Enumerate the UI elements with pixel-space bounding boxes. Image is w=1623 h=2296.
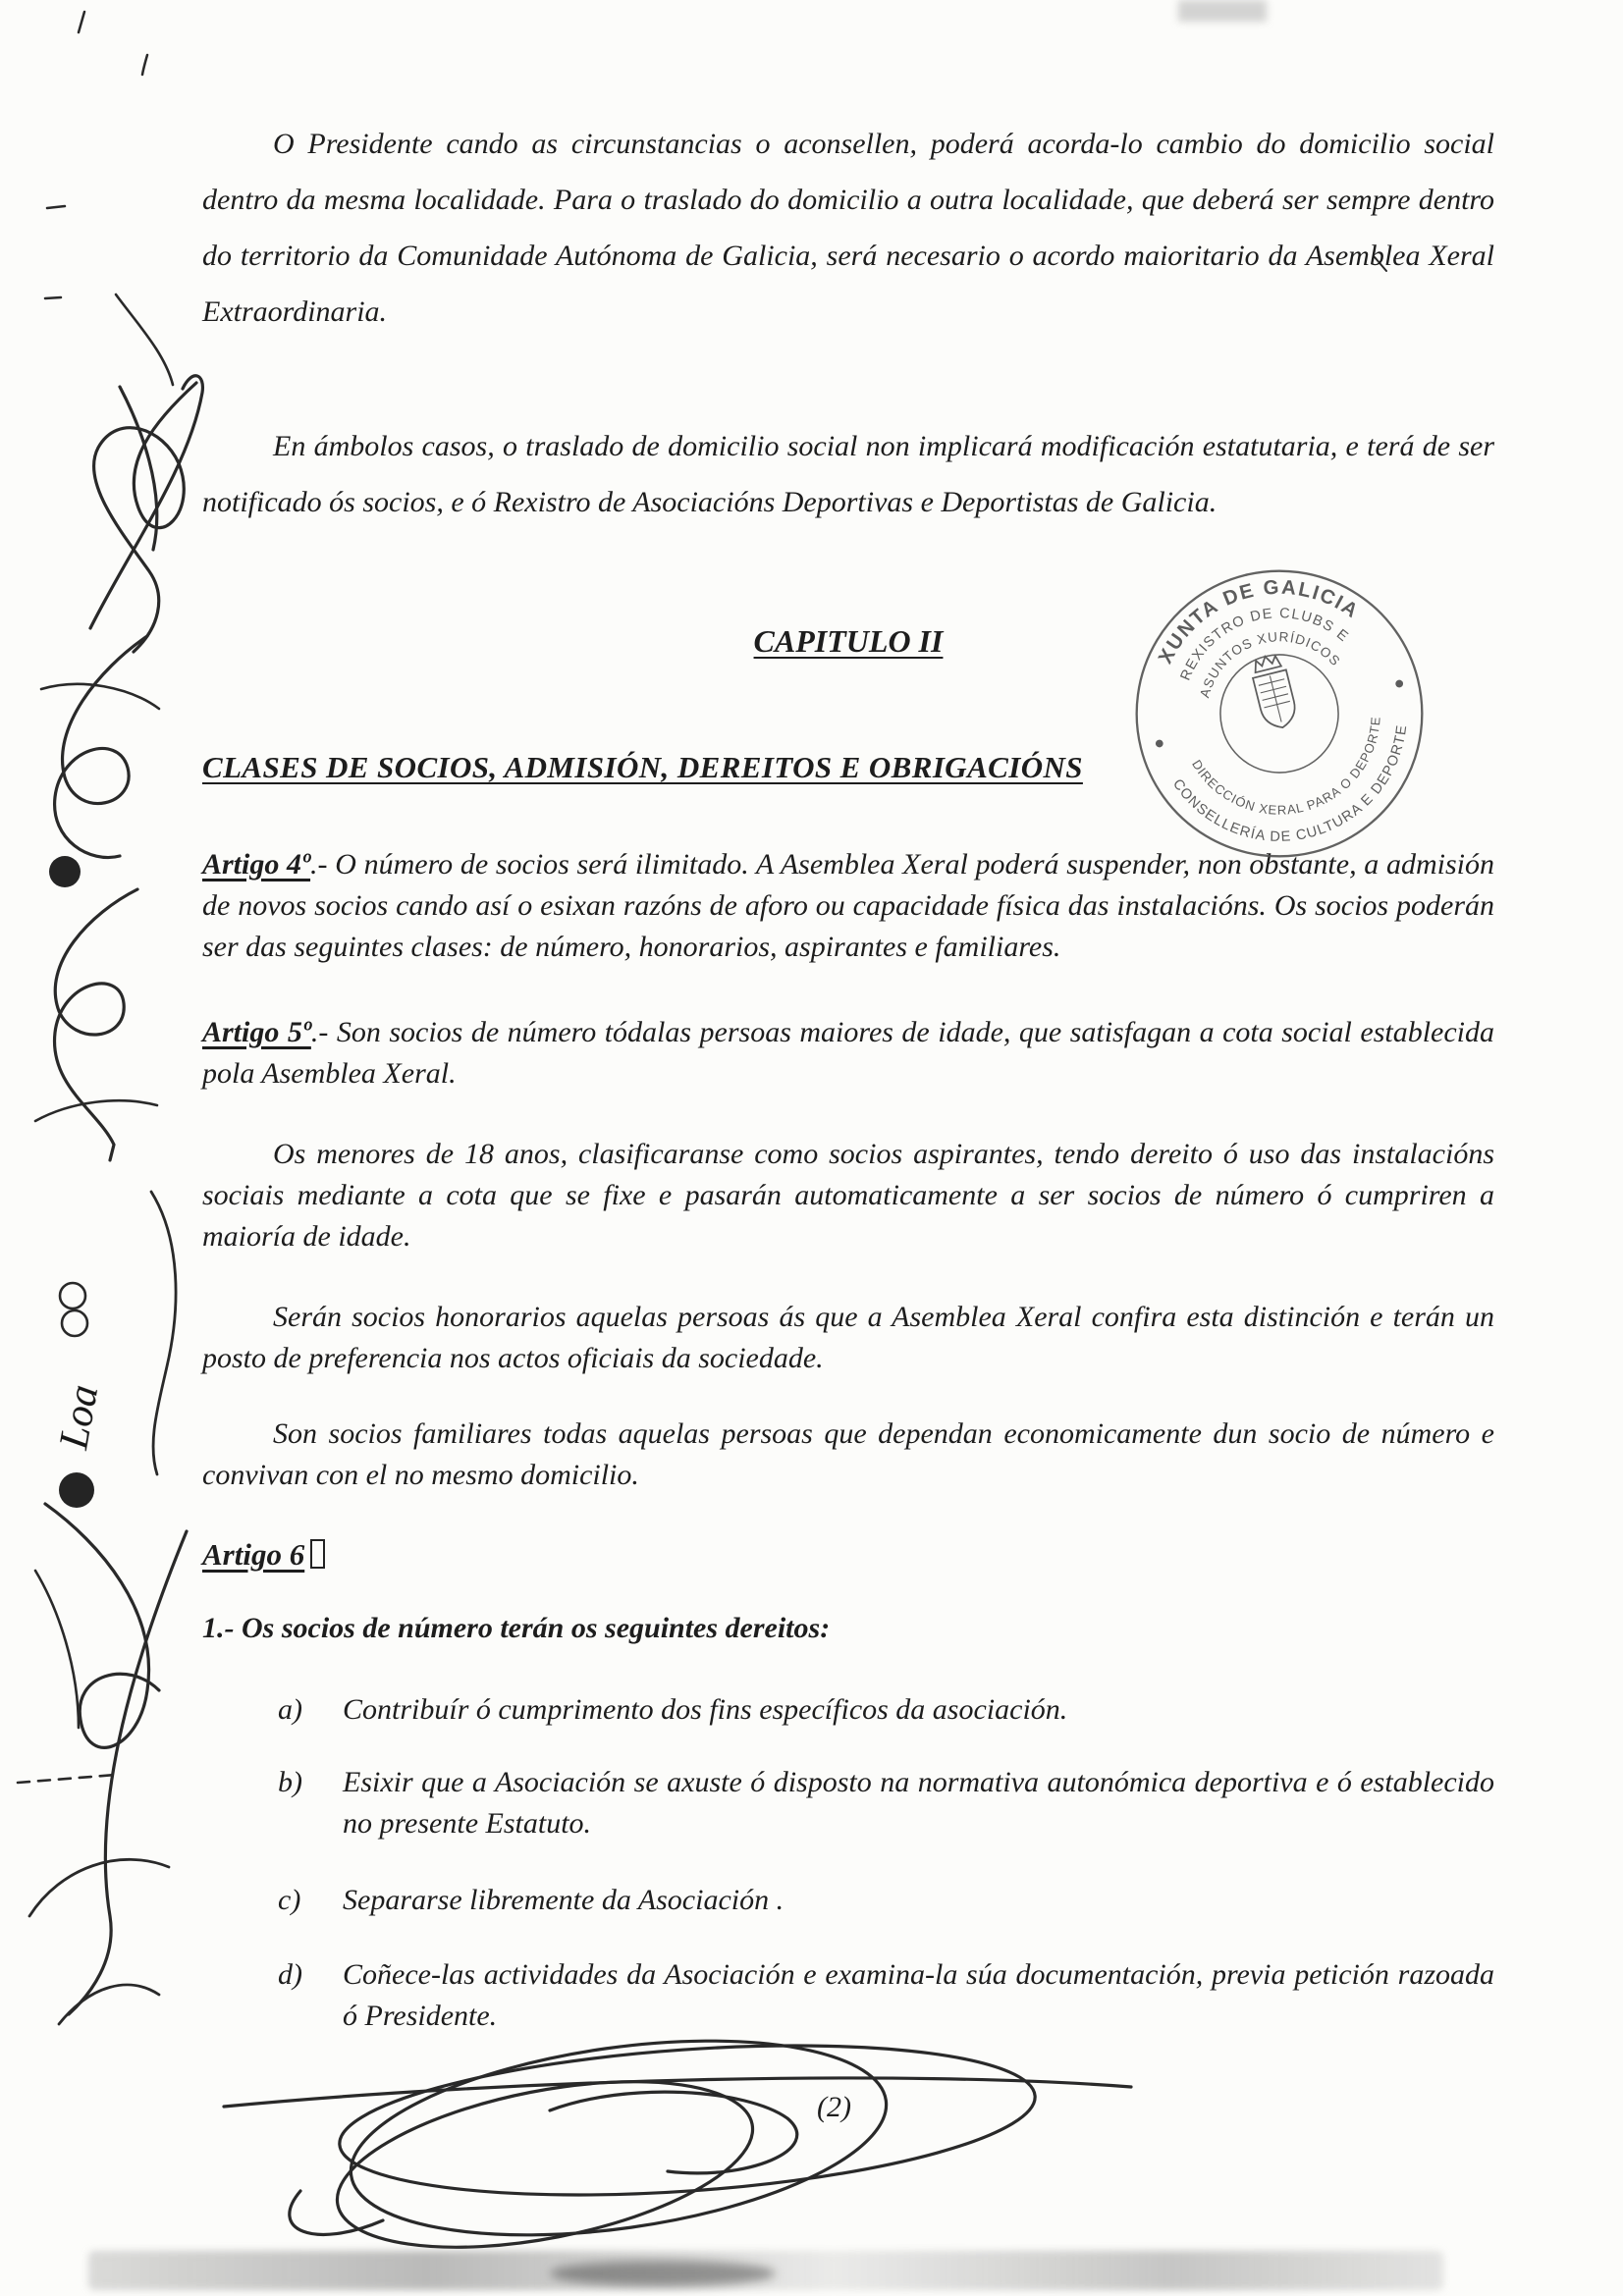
crest-icon [1249,653,1300,732]
page-number: (2) [817,2091,851,2123]
unknown-glyph-box [310,1539,325,1569]
list-item-d [278,1954,1494,2037]
paragraph-traslado: En ámbolos casos, o traslado de domicilio social non implicará modificación estatutaria, e terá de ser notificado ós socios, e ó Rexistro de Asociacións Deportivas e Deportistas de Galicia. [202,430,1494,518]
ink-dot [49,856,81,887]
signature-scribble-mid [35,636,159,1160]
list-item-a [278,1689,1494,1731]
signature-scribble-bottom [224,2011,1131,2277]
list-item-b-text: Esixir que a Asociación se axuste ó disposto na normativa autonómica deportiva e ó establecido no presente Estatuto. [343,1766,1494,1840]
scan-smudge-dark [550,2261,776,2286]
stamp-dot-right [1394,679,1403,688]
list-item-c-text: Separarse libremente da Asociación . [343,1884,784,1916]
paragraph-familiares: Son socios familiares todas aquelas persoas que dependan economicamente dun socio de número e convivan con el no mesmo domicilio. [202,1417,1494,1491]
paragraph-menores: Os menores de 18 anos, clasificaranse como socios aspirantes, tendo dereito ó uso das instalacións sociais mediante a cota que se fixe e pasarán automaticamente a ser socios de número ó cumpriren a maioría de idade. [202,1138,1494,1253]
list-item-b-label: b) [278,1766,302,1798]
article-4-text: .- O número de socios será ilimitado. A Asemblea Xeral poderá suspender, non obstante, a admisión de novos socios cando así o esixan razóns de aforo ou capacidade física das instalacións. Os socios poderán ser das seguintes clases: de número, honorarios, aspirantes e familiares. [202,848,1494,963]
scan-smudge [88,2251,1443,2290]
list-item-c-label: c) [278,1884,301,1916]
rights-list-intro: 1.- Os socios de número terán os seguintes dereitos: [202,1612,831,1644]
article-5-label: Artigo 5º [202,1016,311,1048]
ink-dot [59,1472,94,1508]
stamp-dot-left [1155,739,1163,748]
article-5-paragraph [202,1012,1494,1095]
article-6-heading [202,1537,1494,1573]
document-body [202,116,1494,2037]
list-item-c [278,1880,1494,1921]
pen-dash [45,297,61,298]
list-item-a-text: Contribuír ó cumprimento dos fins específicos da asociación. [343,1693,1068,1726]
pen-tick [142,55,147,75]
signature-scribble-lower [18,1504,187,2024]
stamp-text-conselleria: CONSELLERÍA DE CULTURA E DEPORTE [1168,723,1411,845]
list-item-d-label: d) [278,1958,302,1991]
signature-scribble-top [90,294,202,652]
chapter-heading-text: CAPITULO II [753,623,944,659]
list-item-b [278,1762,1494,1844]
paragraph-honorarios: Serán socios honorarios aquelas persoas ás que a Asemblea Xeral confira esta distinción e terán un posto de preferencia nos actos oficiais da sociedade. [202,1301,1494,1374]
list-item-a-label: a) [278,1693,302,1726]
list-item-d-text: Coñece-las actividades da Asociación e examina-la súa documentación, previa petición razoada ó Presidente. [343,1958,1494,2032]
section-heading: CLASES DE SOCIOS, ADMISIÓN, DEREITOS E OBRIGACIÓNS [202,750,1083,784]
stamp-text-registry: REXISTRO DE CLUBS E [1177,605,1352,683]
pen-tick [79,12,84,32]
article-6-label: Artigo 6 [202,1537,305,1572]
stamp-text-legal: ASUNTOS XURÍDICOS [1197,629,1344,700]
article-4-label: Artigo 4º [202,848,311,881]
article-5-text: .- Son socios de número tódalas persoas maiores de idade, que satisfagan a cota social establecida pola Asemblea Xeral. [202,1016,1495,1090]
margin-curve [60,1192,176,1474]
scan-smudge-top [1178,0,1267,22]
paragraph-domicilio: O Presidente cando as circunstancias o aconsellen, poderá acorda-lo cambio do domicilio social dentro da mesma localidade. Para o traslado do domicilio a outra localidade, que deberá ser sempre dentro do territorio da Comunidade Autónoma de Galicia, será necesario o acordo maioritario da Asemblea Xeral Extraordinaria. [202,128,1494,328]
stamp-text-top: XUNTA DE GALICIA [1155,576,1364,667]
stamp-text-direccion: DIRECCIÓN XERAL PARA O DEPORTE [1189,715,1383,818]
pen-dash [47,206,65,208]
margin-handwriting: Loa [51,1381,108,1453]
